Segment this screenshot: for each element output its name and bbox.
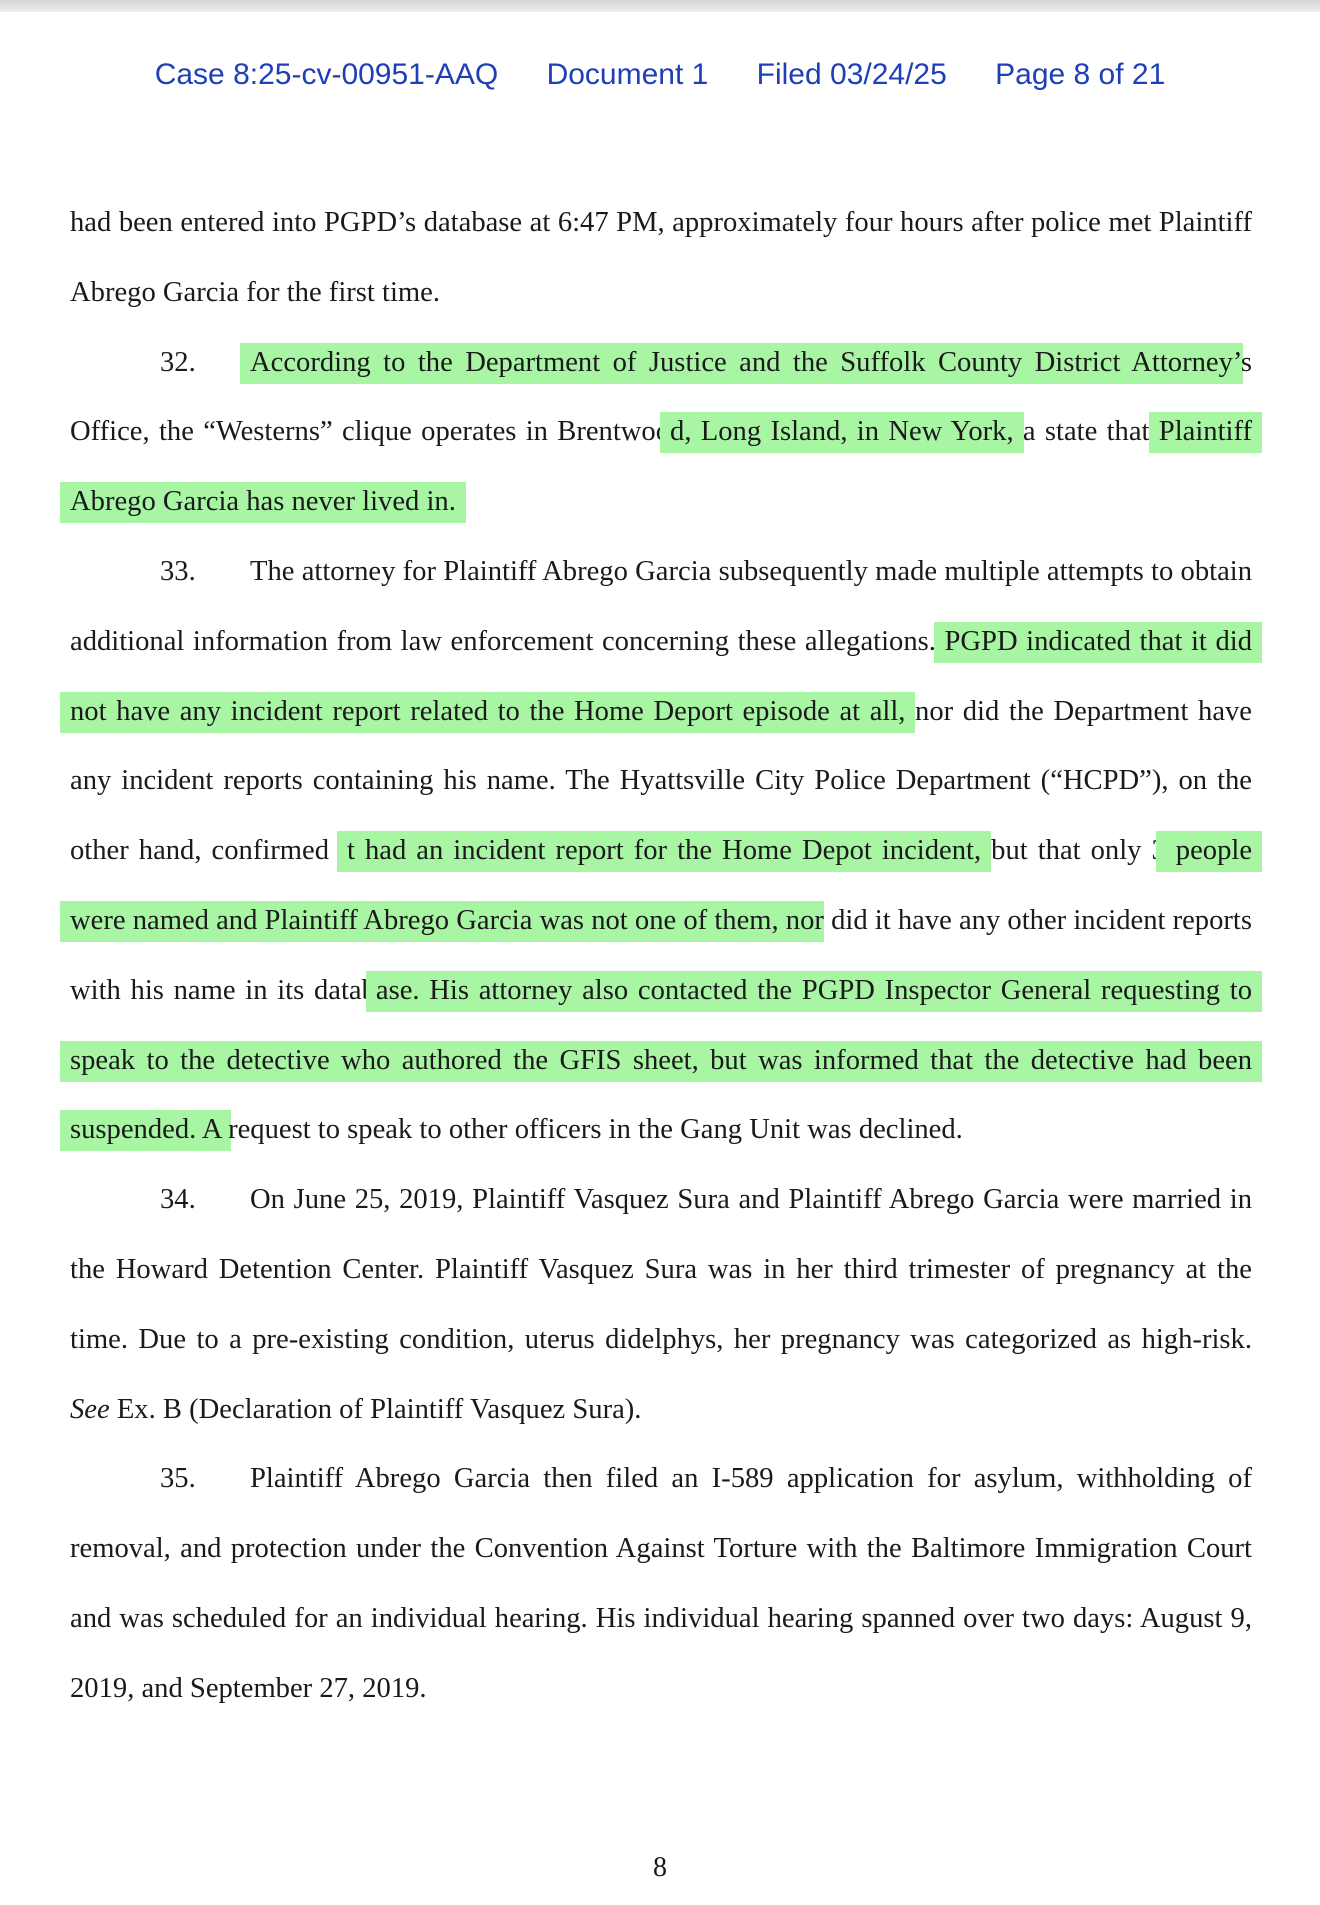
text-run: Ex. B (Declaration of Plaintiff Vasquez Sura).: [109, 1393, 642, 1425]
top-bar: [0, 0, 1320, 12]
paragraph-number: 35.: [160, 1463, 196, 1495]
highlight: people were named and Plaintiff Abrego Garcia was not one of them, no: [70, 831, 1252, 942]
paragraph-35: [70, 1444, 1252, 1723]
text-run: Plaintiff Abrego Garcia then filed an I-589 application for asylum, withholding of removal, and protection under the Convention Against Torture with the Baltimore Immigration Court and was scheduled for an individual hearing. His individual hearing spanned over two days: August 9, 2019, and September 27, 2019.: [70, 1463, 1252, 1704]
paragraph-number: 33.: [160, 555, 196, 587]
paragraph-33: [70, 537, 1252, 1165]
text-run: nor did the Department have any incident reports containing his name. The Hyattsville City Police Department (“HCPD”), on the other hand, confirmed i: [70, 695, 1252, 867]
paragraph-32: [70, 328, 1252, 537]
page-number: 8: [653, 1852, 667, 1883]
filed-date: Filed 03/24/25: [756, 58, 947, 91]
paragraph-number: 32.: [160, 346, 196, 378]
citation-signal: See: [70, 1393, 110, 1425]
text-run: ’s Office, the “Westerns” clique operates in Brentwoo: [70, 346, 1252, 448]
text-run: On June 25, 2019, Plaintiff Vasquez Sura and Plaintiff Abrego Garcia were married in the Howard Detention Center. Plaintiff Vasquez Sura was in her third trimester of pregnancy at the time. Due to a pre-existing condition, uterus didelphys, her pregnancy was categorized as high-risk.: [70, 1184, 1252, 1355]
highlight: According to the Department of Justice and the Suffolk County District Attorney: [250, 343, 1233, 384]
highlight: d, Long Island, in New York,: [670, 412, 1014, 453]
text-run: request to speak to other officers in the Gang Unit was declined.: [220, 1114, 963, 1146]
highlight: Plaintiff Abrego Garcia has never lived in.: [70, 412, 1252, 523]
highlight: t had an incident report for the Home Depot incident,: [347, 831, 981, 872]
text-run: but that only 3: [981, 835, 1166, 867]
text-run: a state that: [1013, 416, 1159, 448]
paragraph-number: 34.: [160, 1184, 196, 1216]
document-body: [70, 188, 1252, 1724]
page-indicator: Page 8 of 21: [995, 58, 1166, 91]
case-number: Case 8:25-cv-00951-AAQ: [154, 58, 499, 91]
highlight: PGPD indicated that it did not have any incident report related to the Home Deport episode at all,: [70, 622, 1252, 733]
text-run: r did it have any other incident reports with his name in its datab: [70, 904, 1252, 1006]
document-number: Document 1: [546, 58, 709, 91]
highlight: ase. His attorney also contacted the PGPD Inspector General requesting to speak to the detective who authored the GFIS sheet, but was informed that the detective had been suspended. A: [70, 971, 1252, 1152]
case-header: [0, 58, 1320, 92]
text-run: The attorney for Plaintiff Abrego Garcia subsequently made multiple attempts to obtain additional information from law enforcement concerning these allegations.: [70, 555, 1252, 657]
continuation-paragraph: had been entered into PGPD’s database at 6:47 PM, approximately four hours after police met Plaintiff Abrego Garcia for the first time.: [70, 207, 1252, 308]
paragraph-34: [70, 1165, 1252, 1444]
